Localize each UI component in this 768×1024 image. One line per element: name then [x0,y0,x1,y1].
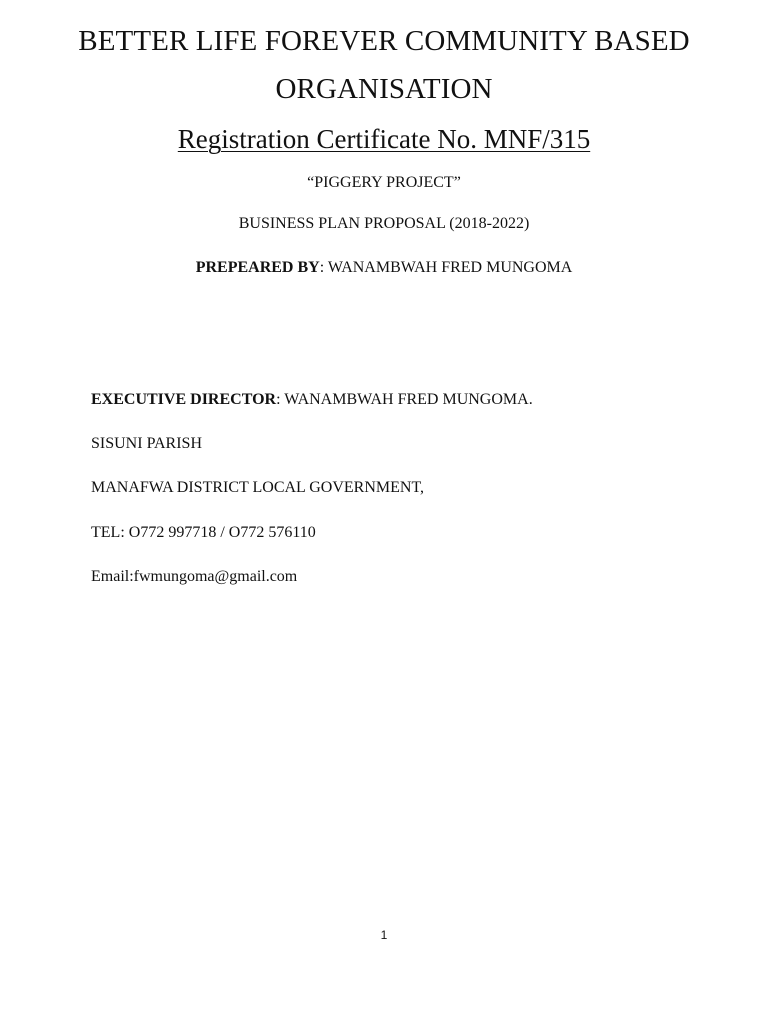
page-number: 1 [380,928,388,942]
project-title: “PIGGERY PROJECT” [307,174,461,191]
executive-director-value: : WANAMBWAH FRED MUNGOMA. [276,391,533,408]
prepared-by-value: : WANAMBWAH FRED MUNGOMA [319,259,573,276]
executive-director-label: EXECUTIVE DIRECTOR [91,391,277,408]
parish-line: SISUNI PARISH [91,435,202,452]
prepared-by-line [0,258,768,278]
telephone-line: TEL: O772 997718 / O772 576110 [91,524,316,541]
prepared-by-label: PREPEARED BY [195,259,320,276]
district-line: MANAFWA DISTRICT LOCAL GOVERNMENT, [91,479,425,496]
organisation-name-line-1: BETTER LIFE FOREVER COMMUNITY BASED [78,25,690,57]
email-line: Email:fwmungoma@gmail.com [91,568,298,585]
proposal-title: BUSINESS PLAN PROPOSAL (2018-2022) [238,215,530,232]
organisation-name-line-2: ORGANISATION [275,73,493,105]
registration-certificate: Registration Certificate No. MNF/315 [177,124,591,154]
executive-director-line [91,390,533,410]
